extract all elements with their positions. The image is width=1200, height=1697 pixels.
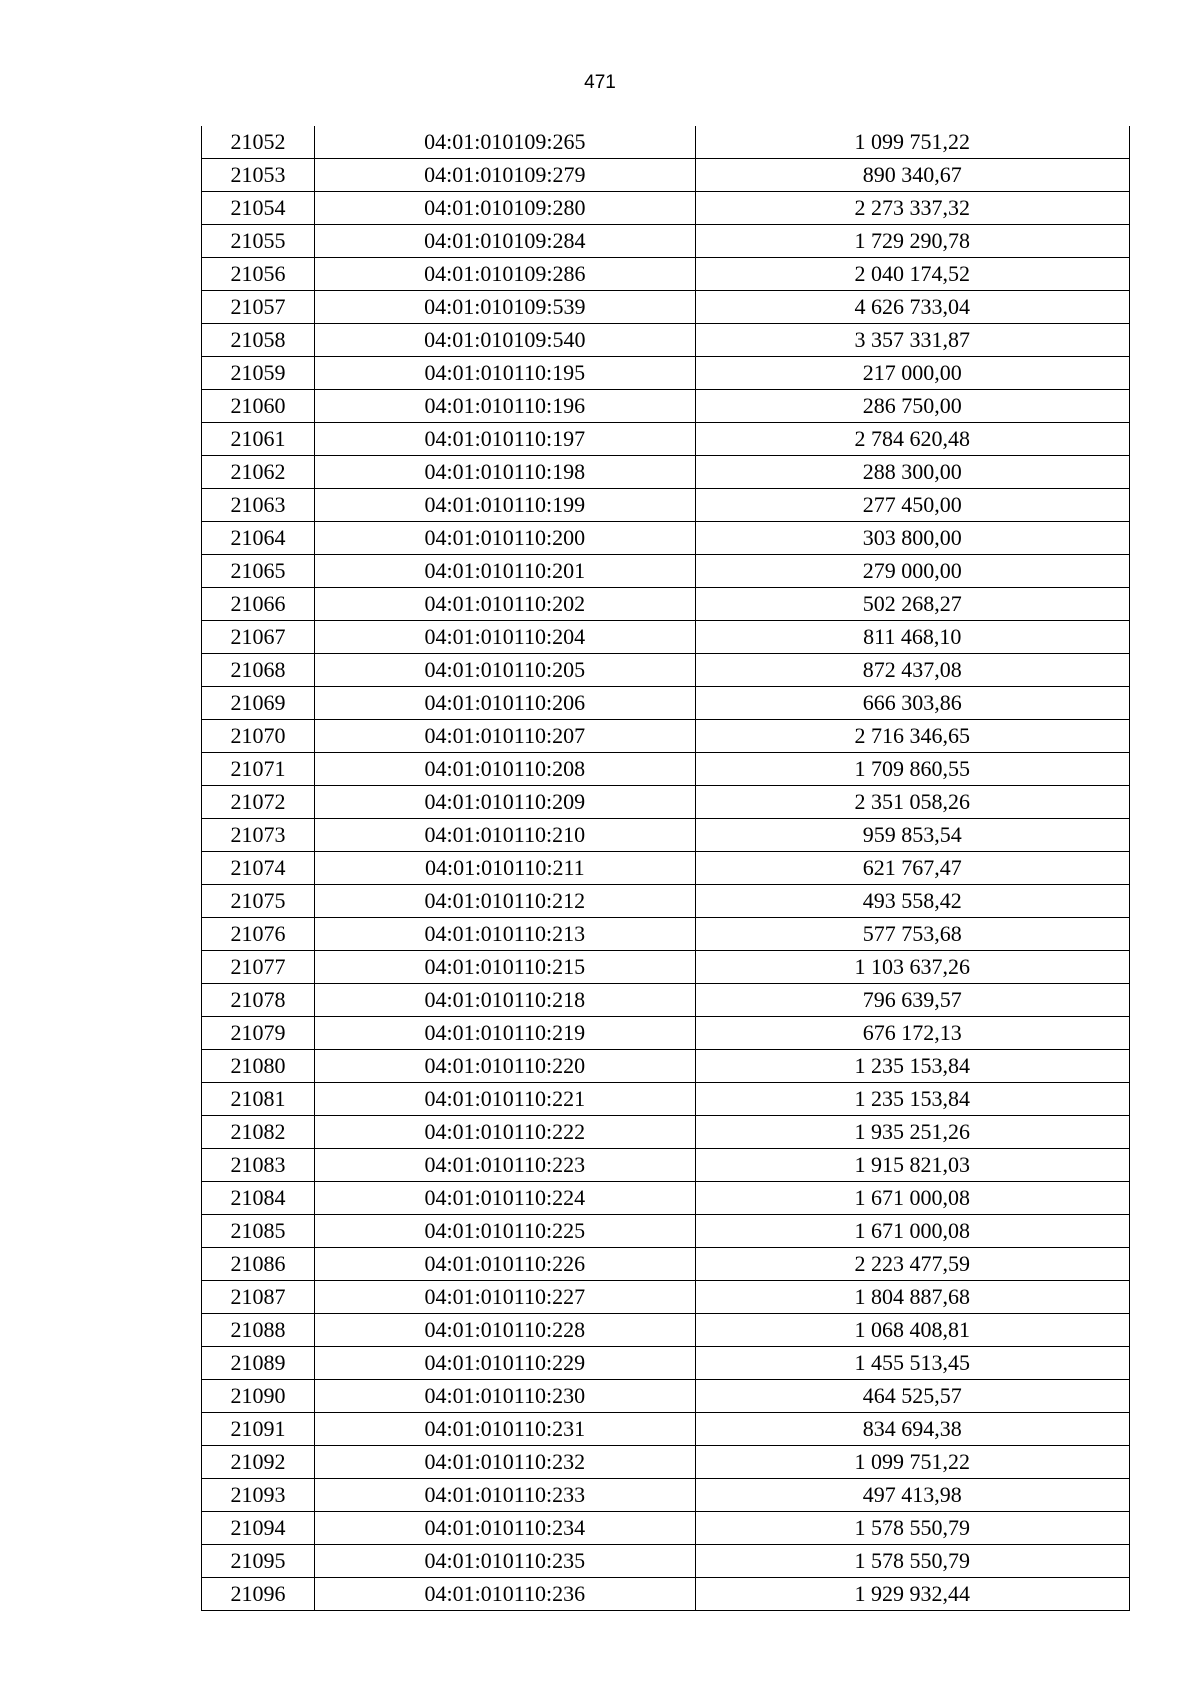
table-row: [202, 1446, 1130, 1479]
cadastral-number-cell: 04:01:010109:286: [315, 258, 695, 291]
cadastral-number-cell: 04:01:010110:199: [315, 489, 695, 522]
cadastral-value-cell: 1 709 860,55: [695, 753, 1129, 786]
table-row: [202, 1083, 1130, 1116]
cadastral-number-cell: 04:01:010110:215: [315, 951, 695, 984]
row-number-cell: 21057: [202, 291, 315, 324]
row-number-cell: 21063: [202, 489, 315, 522]
cadastral-number-cell: 04:01:010110:209: [315, 786, 695, 819]
cadastral-number-cell: 04:01:010110:201: [315, 555, 695, 588]
row-number-cell: 21094: [202, 1512, 315, 1545]
row-number-cell: 21073: [202, 819, 315, 852]
cadastral-number-cell: 04:01:010110:207: [315, 720, 695, 753]
table-row: [202, 390, 1130, 423]
cadastral-value-cell: 303 800,00: [695, 522, 1129, 555]
table-row: [202, 885, 1130, 918]
cadastral-number-cell: 04:01:010110:235: [315, 1545, 695, 1578]
cadastral-value-cell: 2 784 620,48: [695, 423, 1129, 456]
table-row: [202, 918, 1130, 951]
table-row: [202, 753, 1130, 786]
table-row: [202, 1347, 1130, 1380]
cadastral-number-cell: 04:01:010109:284: [315, 225, 695, 258]
table-row: [202, 1182, 1130, 1215]
cadastral-number-cell: 04:01:010110:212: [315, 885, 695, 918]
table-row: [202, 852, 1130, 885]
cadastral-value-cell: 872 437,08: [695, 654, 1129, 687]
table-row: [202, 456, 1130, 489]
cadastral-value-cell: 1 235 153,84: [695, 1083, 1129, 1116]
cadastral-number-cell: 04:01:010110:208: [315, 753, 695, 786]
cadastral-number-cell: 04:01:010109:265: [315, 126, 695, 159]
cadastral-value-cell: 1 671 000,08: [695, 1215, 1129, 1248]
table-row: [202, 819, 1130, 852]
cadastral-value-cell: 890 340,67: [695, 159, 1129, 192]
cadastral-value-cell: 621 767,47: [695, 852, 1129, 885]
cadastral-value-cell: 2 716 346,65: [695, 720, 1129, 753]
cadastral-number-cell: 04:01:010109:279: [315, 159, 695, 192]
cadastral-number-cell: 04:01:010110:221: [315, 1083, 695, 1116]
table-row: [202, 1116, 1130, 1149]
row-number-cell: 21086: [202, 1248, 315, 1281]
row-number-cell: 21088: [202, 1314, 315, 1347]
table-row: [202, 621, 1130, 654]
table-row: [202, 522, 1130, 555]
table-row: [202, 1545, 1130, 1578]
table-row: [202, 555, 1130, 588]
page-number: 471: [584, 72, 616, 93]
cadastral-number-cell: 04:01:010110:227: [315, 1281, 695, 1314]
cadastral-value-cell: 1 068 408,81: [695, 1314, 1129, 1347]
cadastral-value-cell: 1 671 000,08: [695, 1182, 1129, 1215]
table-row: [202, 357, 1130, 390]
cadastral-value-cell: 2 223 477,59: [695, 1248, 1129, 1281]
cadastral-value-cell: 676 172,13: [695, 1017, 1129, 1050]
cadastral-number-cell: 04:01:010110:231: [315, 1413, 695, 1446]
row-number-cell: 21055: [202, 225, 315, 258]
row-number-cell: 21077: [202, 951, 315, 984]
cadastral-number-cell: 04:01:010109:540: [315, 324, 695, 357]
row-number-cell: 21071: [202, 753, 315, 786]
table-row: [202, 225, 1130, 258]
cadastral-number-cell: 04:01:010110:222: [315, 1116, 695, 1149]
row-number-cell: 21067: [202, 621, 315, 654]
table-row: [202, 951, 1130, 984]
row-number-cell: 21069: [202, 687, 315, 720]
cadastral-number-cell: 04:01:010110:233: [315, 1479, 695, 1512]
row-number-cell: 21065: [202, 555, 315, 588]
cadastral-value-cell: 497 413,98: [695, 1479, 1129, 1512]
cadastral-number-cell: 04:01:010110:205: [315, 654, 695, 687]
cadastral-value-cell: 502 268,27: [695, 588, 1129, 621]
cadastral-number-cell: 04:01:010110:225: [315, 1215, 695, 1248]
table-row: [202, 258, 1130, 291]
cadastral-value-cell: 1 929 932,44: [695, 1578, 1129, 1611]
table-row: [202, 1149, 1130, 1182]
cadastral-value-cell: 286 750,00: [695, 390, 1129, 423]
table-row: [202, 1314, 1130, 1347]
row-number-cell: 21092: [202, 1446, 315, 1479]
cadastral-value-cell: 288 300,00: [695, 456, 1129, 489]
row-number-cell: 21089: [202, 1347, 315, 1380]
cadastral-value-cell: 1 578 550,79: [695, 1545, 1129, 1578]
row-number-cell: 21083: [202, 1149, 315, 1182]
row-number-cell: 21054: [202, 192, 315, 225]
table-row: [202, 786, 1130, 819]
table-row: [202, 1050, 1130, 1083]
cadastral-number-cell: 04:01:010110:204: [315, 621, 695, 654]
cadastral-value-cell: 1 103 637,26: [695, 951, 1129, 984]
row-number-cell: 21078: [202, 984, 315, 1017]
cadastral-number-cell: 04:01:010109:539: [315, 291, 695, 324]
table-row: [202, 126, 1130, 159]
cadastral-value-cell: 2 040 174,52: [695, 258, 1129, 291]
cadastral-value-cell: 493 558,42: [695, 885, 1129, 918]
row-number-cell: 21058: [202, 324, 315, 357]
table-row: [202, 324, 1130, 357]
cadastral-value-cell: 1 235 153,84: [695, 1050, 1129, 1083]
row-number-cell: 21068: [202, 654, 315, 687]
row-number-cell: 21059: [202, 357, 315, 390]
cadastral-value-table: [201, 126, 1130, 1611]
cadastral-value-cell: 1 099 751,22: [695, 1446, 1129, 1479]
cadastral-value-cell: 1 729 290,78: [695, 225, 1129, 258]
cadastral-number-cell: 04:01:010110:198: [315, 456, 695, 489]
row-number-cell: 21075: [202, 885, 315, 918]
cadastral-number-cell: 04:01:010110:202: [315, 588, 695, 621]
table-row: [202, 192, 1130, 225]
cadastral-number-cell: 04:01:010110:218: [315, 984, 695, 1017]
table-row: [202, 159, 1130, 192]
table-row: [202, 1248, 1130, 1281]
row-number-cell: 21053: [202, 159, 315, 192]
table-row: [202, 1215, 1130, 1248]
cadastral-number-cell: 04:01:010110:195: [315, 357, 695, 390]
cadastral-number-cell: 04:01:010110:219: [315, 1017, 695, 1050]
cadastral-value-cell: 1 915 821,03: [695, 1149, 1129, 1182]
row-number-cell: 21070: [202, 720, 315, 753]
cadastral-number-cell: 04:01:010110:220: [315, 1050, 695, 1083]
table-row: [202, 720, 1130, 753]
cadastral-value-cell: 277 450,00: [695, 489, 1129, 522]
row-number-cell: 21056: [202, 258, 315, 291]
table-row: [202, 1413, 1130, 1446]
row-number-cell: 21079: [202, 1017, 315, 1050]
cadastral-number-cell: 04:01:010110:210: [315, 819, 695, 852]
cadastral-number-cell: 04:01:010110:228: [315, 1314, 695, 1347]
cadastral-value-cell: 666 303,86: [695, 687, 1129, 720]
row-number-cell: 21061: [202, 423, 315, 456]
table-row: [202, 1017, 1130, 1050]
cadastral-value-cell: 1 099 751,22: [695, 126, 1129, 159]
row-number-cell: 21081: [202, 1083, 315, 1116]
table-row: [202, 1281, 1130, 1314]
cadastral-value-cell: 2 351 058,26: [695, 786, 1129, 819]
cadastral-value-cell: 796 639,57: [695, 984, 1129, 1017]
cadastral-number-cell: 04:01:010110:223: [315, 1149, 695, 1182]
row-number-cell: 21066: [202, 588, 315, 621]
cadastral-value-cell: 1 455 513,45: [695, 1347, 1129, 1380]
cadastral-value-cell: 217 000,00: [695, 357, 1129, 390]
row-number-cell: 21052: [202, 126, 315, 159]
cadastral-number-cell: 04:01:010110:197: [315, 423, 695, 456]
cadastral-number-cell: 04:01:010110:229: [315, 1347, 695, 1380]
cadastral-value-cell: 1 935 251,26: [695, 1116, 1129, 1149]
row-number-cell: 21091: [202, 1413, 315, 1446]
table-row: [202, 1380, 1130, 1413]
row-number-cell: 21087: [202, 1281, 315, 1314]
table-row: [202, 291, 1130, 324]
table-row: [202, 1479, 1130, 1512]
cadastral-value-cell: 1 578 550,79: [695, 1512, 1129, 1545]
table-row: [202, 984, 1130, 1017]
cadastral-value-cell: 834 694,38: [695, 1413, 1129, 1446]
cadastral-value-cell: 2 273 337,32: [695, 192, 1129, 225]
cadastral-number-cell: 04:01:010110:234: [315, 1512, 695, 1545]
table-row: [202, 687, 1130, 720]
table-row: [202, 489, 1130, 522]
cadastral-number-cell: 04:01:010110:232: [315, 1446, 695, 1479]
cadastral-number-cell: 04:01:010110:211: [315, 852, 695, 885]
row-number-cell: 21082: [202, 1116, 315, 1149]
row-number-cell: 21062: [202, 456, 315, 489]
cadastral-value-cell: 464 525,57: [695, 1380, 1129, 1413]
row-number-cell: 21096: [202, 1578, 315, 1611]
row-number-cell: 21093: [202, 1479, 315, 1512]
cadastral-number-cell: 04:01:010110:206: [315, 687, 695, 720]
table-row: [202, 1578, 1130, 1611]
cadastral-number-cell: 04:01:010110:224: [315, 1182, 695, 1215]
table-row: [202, 588, 1130, 621]
cadastral-value-cell: 811 468,10: [695, 621, 1129, 654]
row-number-cell: 21090: [202, 1380, 315, 1413]
table-body: [202, 126, 1130, 1611]
cadastral-value-cell: 1 804 887,68: [695, 1281, 1129, 1314]
row-number-cell: 21064: [202, 522, 315, 555]
row-number-cell: 21084: [202, 1182, 315, 1215]
cadastral-number-cell: 04:01:010110:230: [315, 1380, 695, 1413]
cadastral-value-cell: 4 626 733,04: [695, 291, 1129, 324]
row-number-cell: 21060: [202, 390, 315, 423]
row-number-cell: 21072: [202, 786, 315, 819]
cadastral-number-cell: 04:01:010110:196: [315, 390, 695, 423]
cadastral-number-cell: 04:01:010110:226: [315, 1248, 695, 1281]
row-number-cell: 21080: [202, 1050, 315, 1083]
cadastral-number-cell: 04:01:010110:213: [315, 918, 695, 951]
table-row: [202, 1512, 1130, 1545]
cadastral-value-cell: 577 753,68: [695, 918, 1129, 951]
row-number-cell: 21076: [202, 918, 315, 951]
cadastral-value-cell: 959 853,54: [695, 819, 1129, 852]
table-row: [202, 423, 1130, 456]
cadastral-value-cell: 3 357 331,87: [695, 324, 1129, 357]
cadastral-number-cell: 04:01:010110:236: [315, 1578, 695, 1611]
table-row: [202, 654, 1130, 687]
cadastral-number-cell: 04:01:010109:280: [315, 192, 695, 225]
row-number-cell: 21085: [202, 1215, 315, 1248]
cadastral-number-cell: 04:01:010110:200: [315, 522, 695, 555]
row-number-cell: 21074: [202, 852, 315, 885]
row-number-cell: 21095: [202, 1545, 315, 1578]
cadastral-value-cell: 279 000,00: [695, 555, 1129, 588]
